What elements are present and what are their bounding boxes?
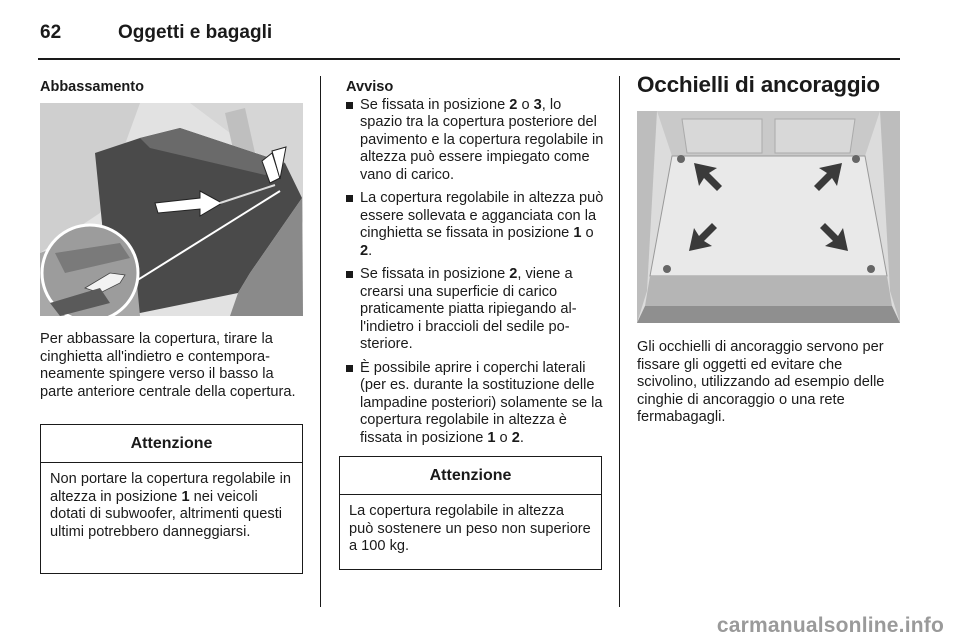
chapter-title: Oggetti e bagagli <box>118 22 273 43</box>
warning-text-left-a: Non portare la copertura regolabile in altezza in posizione <box>50 471 291 505</box>
warning-box-middle <box>339 456 602 570</box>
bullet-text: o <box>581 225 594 241</box>
illustration-anchoring-eyes <box>637 111 900 323</box>
bullet-square-icon <box>346 365 353 372</box>
notice-avviso <box>346 79 604 453</box>
bullet-text: Se fissata in posizione <box>360 96 510 113</box>
bullet-text: La copertura regolabile in altezza può essere sollevata e agganciata con la cinghietta se fissata in posizione <box>360 190 604 241</box>
bullet-bold-number: 1 <box>487 429 496 446</box>
page-number: 62 <box>40 22 62 43</box>
paragraph-occhielli <box>637 339 901 427</box>
warning-text-left-bold: 1 <box>181 488 190 505</box>
bullet-text: o <box>517 96 534 113</box>
warning-box-left <box>40 424 303 574</box>
bullet-text: , lo spazio tra la copertura posteriore del pavimento e la copertura regolabile in altezza può essere impiegato come vano di carico. <box>360 96 604 183</box>
paragraph-occhielli-text: Gli occhielli di ancoraggio servono per fissare gli oggetti ed evitare che scivolino, utilizzando ad esempio delle cinghie di ancoraggio o una rete fermabagagli. <box>637 339 885 425</box>
bullet-square-icon <box>346 271 353 278</box>
bullet-bold-number: 2 <box>509 266 518 282</box>
paragraph-abbassamento-text: Per abbassare la copertura, tirare la cinghietta all'indietro e contemporaneamente spingere verso il basso la parte anteriore centrale della copertura. <box>40 331 296 400</box>
warning-text-left <box>41 463 302 541</box>
column-divider-left <box>320 76 321 607</box>
section-heading-occhielli: Occhielli di ancoraggio <box>637 72 880 97</box>
warning-title-left: Attenzione <box>41 425 302 463</box>
bullet-bold-number: 3 <box>533 96 542 113</box>
bullet-bold-number: 2 <box>360 242 369 259</box>
notice-bullet-item <box>346 190 604 260</box>
notice-bullet-list <box>346 97 604 448</box>
notice-bullet-item <box>346 266 604 354</box>
bullet-text: Se fissata in posizione <box>360 266 510 282</box>
bullet-text: È possibile aprire i coperchi laterali (per es. durante la sostituzione delle lampadine posteriori) solamente se la copertura regolabile in altezza è fissata in posizione <box>360 359 603 446</box>
bullet-bold-number: 1 <box>573 225 582 241</box>
watermark: carmanualsonline.info <box>716 614 944 637</box>
section-heading-abbassamento: Abbassamento <box>40 79 144 95</box>
warning-title-middle: Attenzione <box>340 457 601 495</box>
bullet-bold-number: 2 <box>511 429 520 446</box>
paragraph-abbassamento <box>40 331 302 401</box>
notice-title: Avviso <box>346 79 394 95</box>
bullet-text: . <box>519 429 524 446</box>
bullet-square-icon <box>346 195 353 202</box>
warning-text-middle: La copertura regolabile in altezza può sostenere un peso non superiore a 100 kg. <box>349 503 591 554</box>
bullet-text: , viene a crearsi una superficie di carico praticamente piatta ripiegando all'indietro i braccioli del sedile posteriore. <box>360 266 577 352</box>
column-divider-right <box>619 76 620 607</box>
bullet-bold-number: 2 <box>509 96 518 113</box>
notice-bullet-item <box>346 97 604 185</box>
warning-text-left-b: nei veicoli dotati di subwoofer, altrimenti questi ultimi potrebbero danneggiarsi. <box>50 488 283 540</box>
bullet-text: o <box>495 429 512 446</box>
bullet-text: . <box>368 242 373 259</box>
illustration-lowering-cover <box>40 103 303 316</box>
bullet-square-icon <box>346 102 353 109</box>
notice-bullet-item <box>346 360 604 448</box>
header-rule <box>38 58 900 60</box>
